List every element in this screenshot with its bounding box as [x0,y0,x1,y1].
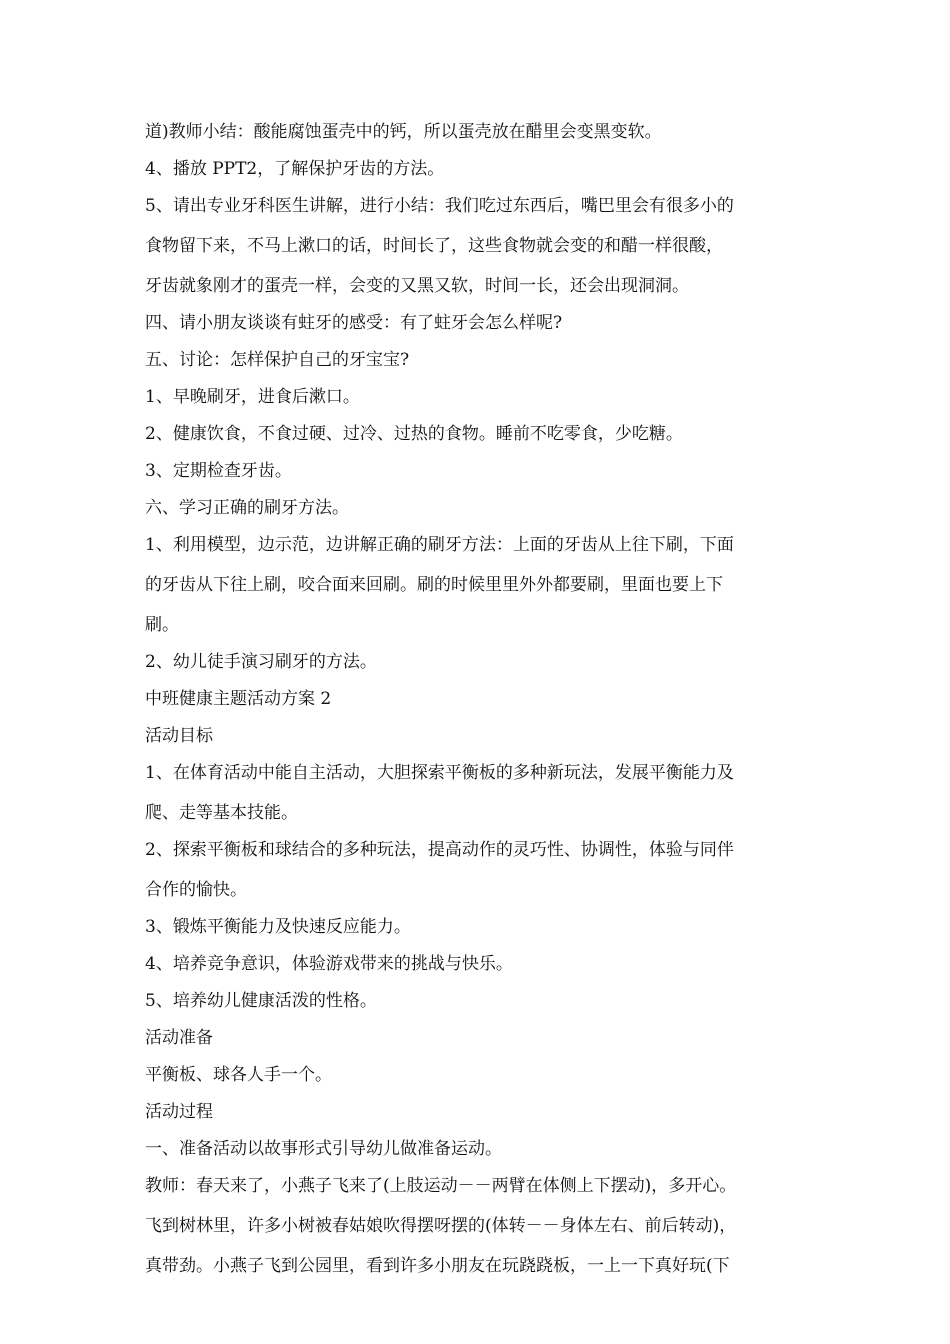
text-line: 合作的愉快。 [145,880,247,900]
section-heading: 活动目标 [145,726,213,746]
text-line: 六、学习正确的刷牙方法。 [145,498,349,518]
text-line: 平衡板、球各人手一个。 [145,1065,332,1085]
document-body [145,122,825,1276]
section-title: 中班健康主题活动方案 2 [145,689,332,709]
text-line: 爬、走等基本技能。 [145,803,298,823]
section-heading: 活动过程 [145,1102,213,1122]
text-line: 一、准备活动以故事形式引导幼儿做准备运动。 [145,1139,502,1159]
text-line: 5、请出专业牙科医生讲解，进行小结：我们吃过东西后，嘴巴里会有很多小的 [145,196,734,216]
text-line: 3、定期检查牙齿。 [145,461,292,481]
text-line: 五、讨论：怎样保护自己的牙宝宝? [145,350,410,370]
text-line: 5、培养幼儿健康活泼的性格。 [145,991,377,1011]
text-line: 1、利用模型，边示范，边讲解正确的刷牙方法：上面的牙齿从上往下刷，下面 [145,535,734,555]
text-line: 飞到树林里，许多小树被春姑娘吹得摆呀摆的(体转－－身体左右、前后转动)， [145,1216,737,1236]
section-heading: 活动准备 [145,1028,213,1048]
text-line: 4、播放 PPT2，了解保护牙齿的方法。 [145,159,445,179]
text-line: 3、锻炼平衡能力及快速反应能力。 [145,917,411,937]
text-line: 1、早晚刷牙，进食后漱口。 [145,387,360,407]
text-line: 2、健康饮食，不食过硬、过冷、过热的食物。睡前不吃零食，少吃糖。 [145,424,683,444]
text-line: 4、培养竞争意识，体验游戏带来的挑战与快乐。 [145,954,513,974]
text-line: 食物留下来，不马上漱口的话，时间长了，这些食物就会变的和醋一样很酸， [145,236,723,256]
text-line: 教师：春天来了，小燕子飞来了(上肢运动－－两臂在体侧上下摆动)，多开心。 [145,1176,737,1196]
text-line: 四、请小朋友谈谈有蛀牙的感受：有了蛀牙会怎么样呢? [145,313,563,333]
text-line: 道)教师小结：酸能腐蚀蛋壳中的钙，所以蛋壳放在醋里会变黑变软。 [145,122,662,142]
text-line: 2、探索平衡板和球结合的多种玩法，提高动作的灵巧性、协调性，体验与同伴 [145,840,734,860]
text-line: 1、在体育活动中能自主活动，大胆探索平衡板的多种新玩法，发展平衡能力及 [145,763,734,783]
text-line: 2、幼儿徒手演习刷牙的方法。 [145,652,377,672]
text-line: 刷。 [145,615,179,635]
text-line: 的牙齿从下往上刷，咬合面来回刷。刷的时候里里外外都要刷，里面也要上下 [145,575,723,595]
text-line: 牙齿就象刚才的蛋壳一样，会变的又黑又软，时间一长，还会出现洞洞。 [145,276,689,296]
text-line: 真带劲。小燕子飞到公园里，看到许多小朋友在玩跷跷板，一上一下真好玩(下 [145,1256,730,1276]
